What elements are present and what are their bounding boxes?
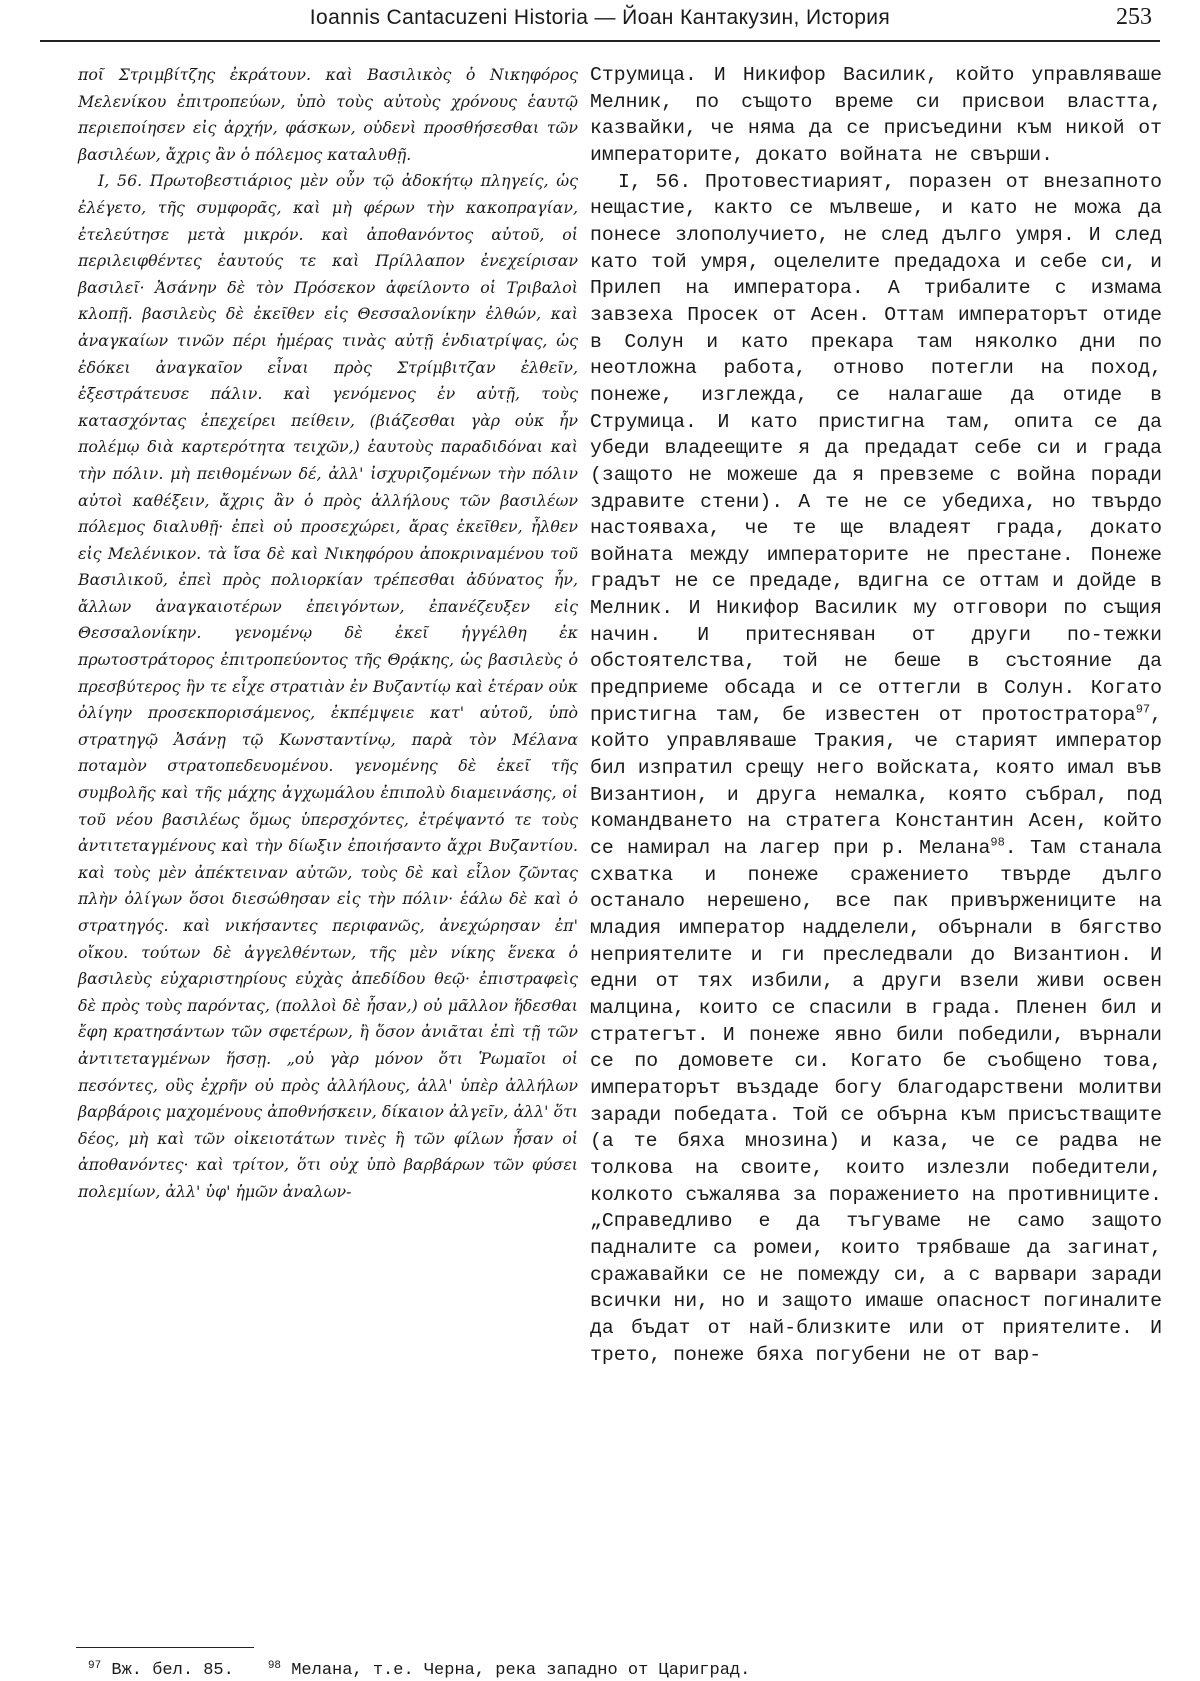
bulgarian-text-column: [590, 62, 1162, 1368]
bulgarian-text: . Там станала схватка и понеже сражението твърде дълго останало нерешено, все пак привържениците на младия император надделели, обърнали в бягство неприятелите и ги преследвали до Византион. И едни от тях избили, а други взели живи освен малцина, които се спасили в града. Пленен бил и стратегът. И понеже явно били победили, върнали се по домовете си. Когато бе съобщено това, императорът въздаде богу благодарствени молитви заради победата. Той се обърна към присъстващите (а те бяха мнозина) и каза, че се радва не толкова на своите, които излезли победители, колкото съжалява за поражението на противниците. „Справедливо е да тъгуваме не само защото падналите са ромеи, които трябваше да загинат, сражавайки се не помежду си, а с варвари заради всички ни, но и защото имаше опасност погиналите да бъдат от най-близките или от приятелите. И трето, понеже бяха погубени не от вар-: [590, 837, 1162, 1366]
footnote-ref: 98: [990, 835, 1005, 850]
page-header: [40, 4, 1160, 36]
footnote-rule: [76, 1647, 254, 1648]
greek-text-column: [78, 62, 578, 1206]
greek-paragraph: ποῖ Στριμβίτζης ἐκράτουν. καὶ Βασιλικὸς ὁ Νικηφόρος Μελενίκου ἐπιτροπεύων, ὑπὸ τοὺς αὐτοὺς χρόνους ἑαυτῷ περιεποίησεν εἰς ἀρχήν, φάσκων, οὐδενὶ προσθήσεσθαι τῶν βασιλέων, ἄχρις ἂν ὁ πόλεμος καταλυθῇ.: [78, 65, 578, 164]
bulgarian-paragraph: Струмица. И Никифор Василик, който управляваше Мелник, по същото време си присвои властта, казвайки, че няма да се присъедини към никой от императорите, докато войната не свърши.: [590, 64, 1162, 166]
bulgarian-text: I, 56. Протовестиарият, поразен от внезапното нещастие, както се мълвеше, и като не можа да понесе злополучието, не след дълго умря. И след като той умря, оцелелите предадоха и себе си, и Прилеп на императора. А трибалите с измама завзеха Просек от Асен. Оттам императорът отиде в Солун и като прекара там няколко дни по неотложна работа, отново потегли на поход, понеже, изглежда, се налагаше да отиде в Струмица. И като пристигна там, опита се да убеди владеещите я да предадат себе си и града (защото не можеше да я превземе с война поради здравите стени). А те не се убедиха, но твърдо настояваха, че те ще владеят града, докато войната между императорите не престане. Понеже градът не се предаде, вдигна се оттам и дойде в Мелник. И Никифор Василик му отговори по същия начин. И притесняван от други по-тежки обстоятелства, той не беше в състояние да предприеме обсада и се оттегли в Солун. Когато пристигна там, бе известен от протостратора: [590, 170, 1162, 726]
page-number: 253: [1116, 4, 1152, 30]
footnote-ref: 97: [1135, 702, 1151, 717]
bulgarian-text: , който управляваше Тракия, че старият император бил изпратил срещу него войската, която имал във Византион, и друга немалка, която събрал, под командването на стратега Константин Асен, който се намирал на лагер при р. Мелана: [590, 703, 1162, 860]
footnote-text: Вж. бел. 85.: [111, 1661, 234, 1680]
running-head: Ioannis Cantacuzeni Historia — Йоан Кантакузин, История: [309, 6, 891, 29]
footnote: [88, 1661, 234, 1680]
footnote-number: 97: [88, 1660, 102, 1672]
header-rule: [40, 40, 1160, 42]
footnote-number: 98: [267, 1660, 282, 1672]
greek-paragraph: I, 56. Πρωτοβεστιάριος μὲν οὖν τῷ ἀδοκήτῳ πληγείς, ὡς ἐλέγετο, τῆς συμφορᾶς, καὶ μὴ φέρων τὴν κακοπραγίαν, ἐτελεύτησε μετὰ μικρόν. καὶ ἀποθανόντος αὐτοῦ, οἱ περιλειφθέντες ἑαυτούς τε καὶ Πρίλλαπον ἐνεχείρισαν βασιλεῖ· Ἀσάνην δὲ τὸν Πρόσεκον ἀφείλοντο οἱ Τριβαλοὶ κλοπῇ. βασιλεὺς δὲ ἐκεῖθεν εἰς Θεσσαλονίκην ἐλθών, καὶ ἀναγκαίων τινῶν πέρι ἡμέρας τινὰς αὐτῇ ἐνδιατρίψας, ὡς ἐδόκει ἀναγκαῖον εἶναι πρὸς Στρίμβιτζαν ἐλθεῖν, ἐξεστράτευσε πάλιν. καὶ γενόμενος ἐν αὐτῇ, τοὺς κατασχόντας ἐπεχείρει πείθειν, (βιάζεσθαι γὰρ οὐκ ἦν πολέμῳ διὰ καρτερότητα τειχῶν,) ἑαυτοὺς παραδιδόναι καὶ τὴν πόλιν. μὴ πειθομένων δέ, ἀλλ' ἰσχυριζομένων τὴν πόλιν αὐτοὶ καθέξειν, ἄχρις ἂν ὁ πρὸς ἀλλήλους τῶν βασιλέων πόλεμος διαλυθῇ· ἐπεὶ οὐ προσεχώρει, ἄρας ἐκεῖθεν, ἦλθεν εἰς Μελένικον. τὰ ἴσα δὲ καὶ Νικηφόρου ἀποκριναμένου τοῦ Βασιλικοῦ, ἐπεὶ πρὸς πολιορκίαν τρέπεσθαι ἀδύνατος ἦν, ἄλλων ἀναγκαιοτέρων ἐπειγόντων, ἐπανέζευξεν εἰς Θεσσαλονίκην. γενομένῳ δὲ ἐκεῖ ἠγγέλθη ἐκ πρωτοστράτορος ἐπιτροπεύοντος τῆς Θρᾴκης, ὡς βασιλεὺς ὁ πρεσβύτερος ἣν τε εἶχε στρατιὰν ἐν Βυζαντίῳ καὶ ἑτέραν οὐκ ὀλίγην προσεκπορισάμενος, ἐκπέμψειε κατ' αὐτοῦ, ὑπὸ στρατηγῷ Ἀσάνῃ τῷ Κωνσταντίνῳ, παρὰ τὸν Μέλανα ποταμὸν στρατοπεδευομένου. γενομένης δὲ ἐκεῖ τῆς συμβολῆς καὶ τῆς μάχης ἀγχωμάλου ἐπιπολὺ διαμεινάσης, οἱ τοῦ νέου βασιλέως ὅμως ὑπερσχόντες, ἐτρέψαντό τε τοὺς ἀντιτεταγμένους καὶ τὴν δίωξιν ἐποιήσαντο ἄχρι Βυζαντίου. καὶ τοὺς μὲν ἀπέκτειναν αὐτῶν, τοὺς δὲ καὶ εἷλον ζῶντας πλὴν ὀλίγων ὅσοι διεσώθησαν εἰς τὴν πόλιν· ἑάλω δὲ καὶ ὁ στρατηγός. καὶ νικήσαντες περιφανῶς, ἀνεχώρησαν ἐπ' οἴκου. τούτων δὲ ἀγγελθέντων, τῆς μὲν νίκης ἕνεκα ὁ βασιλεὺς εὐχαριστηρίους εὐχὰς ἀπεδίδου θεῷ· ἐπιστραφεὶς δὲ πρὸς τοὺς παρόντας, (πολλοὶ δὲ ἦσαν,) οὐ μᾶλλον ἥδεσθαι ἔφη κρατησάντων τῶν σφετέρων, ἢ ὅσον ἀνιᾶται ἐπὶ τῇ τῶν ἀντιτεταγμένων ἥσσῃ. „οὐ γὰρ μόνον ὅτι Ῥωμαῖοι οἱ πεσόντες, οὓς ἐχρῆν οὐ πρὸς ἀλλήλους, ἀλλ' ὑπὲρ ἀλλήλων βαρβάροις μαχομένους ἀποθνήσκειν, δίκαιον ἀλγεῖν, ἀλλ' ὅτι δέος, μὴ καὶ τῶν οἰκειοτάτων τινὲς ἢ τῶν φίλων ἦσαν οἱ ἀποθανόντες· καὶ τρίτον, ὅτι οὐχ ὑπὸ βαρβάρων τῶν φύσει πολεμίων, ἀλλ' ὑφ' ἡμῶν ἀναλων-: [78, 171, 578, 1201]
footnote: [268, 1661, 750, 1680]
footnotes: [88, 1656, 1158, 1681]
bulgarian-paragraph: [590, 169, 1162, 1369]
footnote-text: Мелана, т.е. Черна, река западно от Цариград.: [291, 1661, 751, 1680]
